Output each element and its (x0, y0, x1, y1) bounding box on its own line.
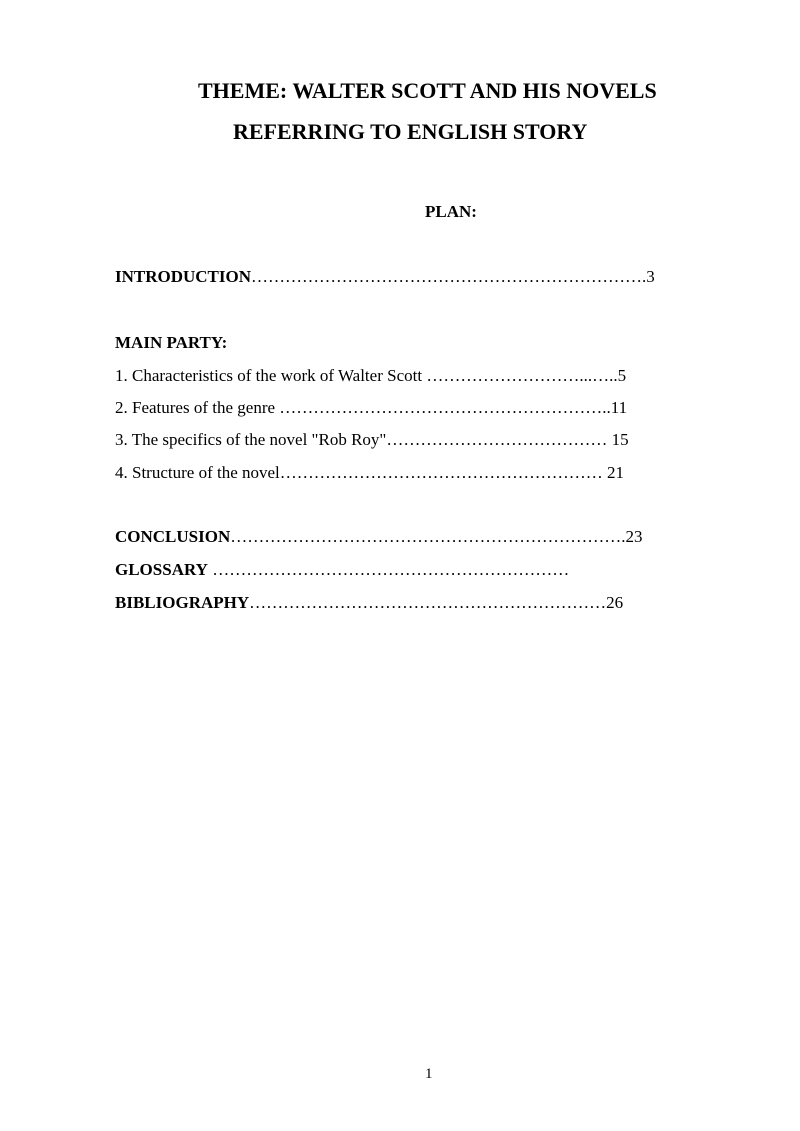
title-line-2: REFERRING TO ENGLISH STORY (233, 119, 588, 144)
toc-page: ..11 (602, 398, 628, 417)
toc-label: 3. The specifics of the novel "Rob Roy" (115, 430, 387, 449)
toc-leader: ……………………………………………………… (207, 560, 570, 579)
toc-page: 26 (606, 593, 624, 612)
toc-label: BIBLIOGRAPHY (115, 593, 250, 612)
toc-entry-chapter-4 (115, 463, 624, 483)
toc-leader: …………………………………………………………… (251, 267, 643, 286)
toc-page: .3 (642, 267, 655, 286)
toc-label: 1. Characteristics of the work of Walter Scott (115, 366, 427, 385)
toc-entry-conclusion (115, 527, 643, 547)
toc-leader: ………………………………………………… (279, 398, 603, 417)
toc-leader: ………………………………… (386, 430, 608, 449)
toc-entry-chapter-3 (115, 430, 629, 450)
toc-label: 2. Features of the genre (115, 398, 280, 417)
toc-leader: ………………………...… (426, 366, 610, 385)
toc-label: GLOSSARY (115, 560, 208, 579)
toc-label: 4. Structure of the novel (115, 463, 280, 482)
toc-page: .23 (621, 527, 643, 546)
toc-label: CONCLUSION (115, 527, 231, 546)
toc-entry-bibliography (115, 593, 623, 613)
plan-heading: PLAN: (425, 202, 477, 221)
toc-entry-introduction (115, 267, 655, 287)
title-line-1: THEME: WALTER SCOTT AND HIS NOVELS (198, 78, 657, 103)
toc-page: 15 (607, 430, 629, 449)
toc-leader: …………………………………………………………… (230, 527, 622, 546)
main-party-heading: MAIN PARTY: (115, 333, 228, 352)
toc-leader: ……………………………………………………… (249, 593, 607, 612)
toc-leader: ………………………………………………… (279, 463, 603, 482)
toc-page: ..5 (609, 366, 627, 385)
page-number: 1 (425, 1066, 433, 1082)
toc-entry-chapter-1 (115, 366, 626, 386)
toc-label: INTRODUCTION (115, 267, 252, 286)
toc-entry-glossary (115, 560, 569, 580)
toc-entry-chapter-2 (115, 398, 627, 418)
toc-page: 21 (602, 463, 625, 482)
